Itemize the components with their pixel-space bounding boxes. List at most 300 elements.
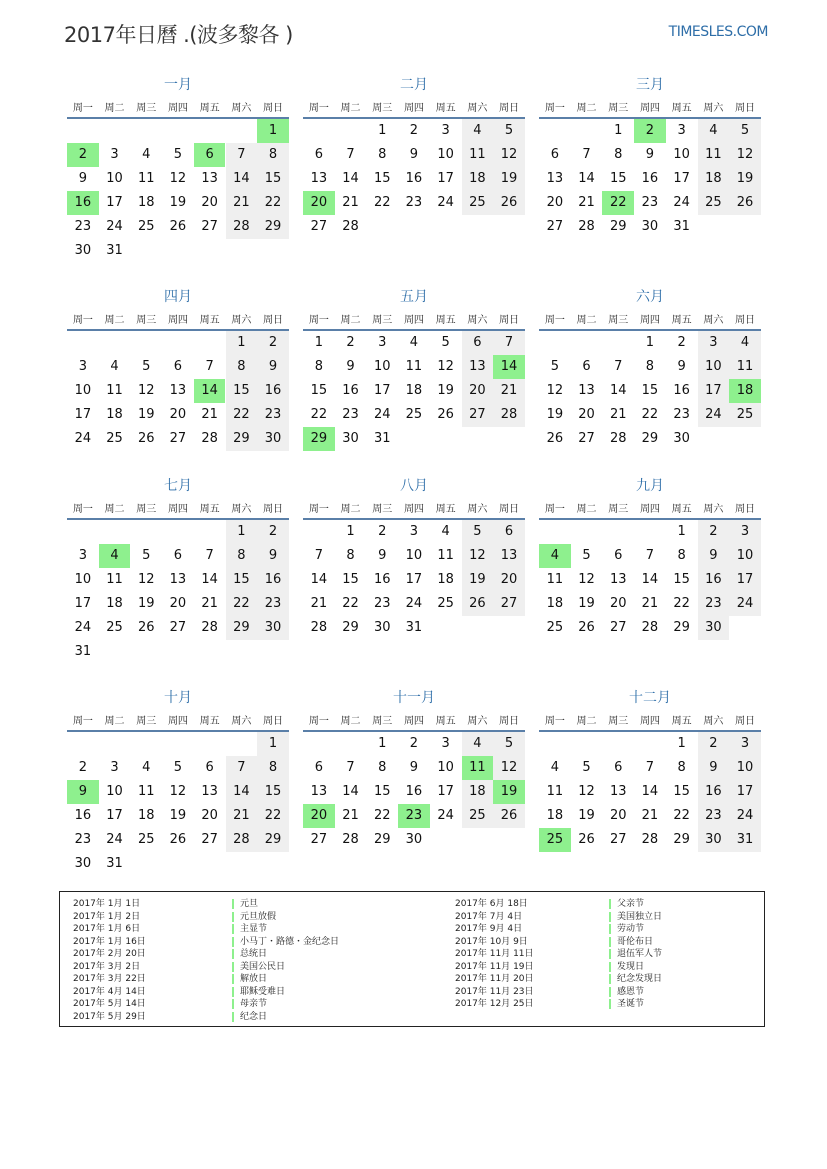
day-cell: 20 <box>462 379 494 403</box>
day-cell: 23 <box>405 195 423 210</box>
legend-date: 2017年 5月 29日 <box>73 1011 146 1022</box>
day-cell: 10 <box>74 383 92 398</box>
day-cell: 18 <box>106 596 123 611</box>
month-name: 一月 <box>164 77 192 93</box>
day-cell: 18 <box>546 808 564 823</box>
weekday-label: 周三 <box>136 315 157 326</box>
day-cell: 5 <box>550 359 559 374</box>
day-cell: 5 <box>493 732 525 756</box>
site-link[interactable]: TIMESLES.COM <box>668 24 768 40</box>
day-cell: 4 <box>462 732 494 756</box>
day-cell: 25 <box>106 431 123 446</box>
legend-date: 2017年 6月 18日 <box>455 899 528 909</box>
day-cell: 11 <box>546 784 564 799</box>
legend-holiday-name: 劳动节 <box>617 924 645 934</box>
day-cell: 3 <box>78 359 87 374</box>
legend-holiday-name: 纪念日 <box>240 1011 268 1022</box>
day-cell: 24 <box>729 592 761 616</box>
weekday-label: 周五 <box>199 103 220 114</box>
legend-holiday-name: 耶稣受难日 <box>240 986 286 997</box>
day-cell: 31 <box>673 219 690 234</box>
day-cell: 13 <box>493 544 525 568</box>
day-cell: 27 <box>310 832 328 847</box>
day-cell: 8 <box>226 355 258 379</box>
day-cell: 28 <box>609 431 627 446</box>
day-cell: 12 <box>493 143 525 167</box>
day-cell: 12 <box>169 171 187 186</box>
day-cell: 21 <box>578 195 595 210</box>
day-cell: 26 <box>169 219 187 234</box>
day-cell: 16 <box>698 568 730 592</box>
day-cell: 22 <box>641 407 659 422</box>
day-cell: 4 <box>462 119 494 143</box>
day-cell: 19 <box>493 167 525 191</box>
day-cell: 1 <box>614 123 623 138</box>
day-cell: 21 <box>201 407 218 422</box>
day-cell: 15 <box>373 171 391 186</box>
day-cell: 14 <box>578 171 595 186</box>
weekday-label: 周五 <box>199 315 220 326</box>
day-cell: 7 <box>205 548 214 563</box>
day-cell: 29 <box>342 620 359 635</box>
weekday-label: 周五 <box>199 716 220 727</box>
day-cell: 17 <box>405 572 423 587</box>
day-cell: 21 <box>493 379 525 403</box>
day-cell: 12 <box>137 383 155 398</box>
month-block <box>303 475 525 675</box>
day-cell: 29 <box>257 215 289 239</box>
day-cell: 2 <box>409 736 419 751</box>
day-cell: 30 <box>74 243 92 258</box>
month-name: 十月 <box>164 690 192 706</box>
day-cell: 25 <box>546 620 564 635</box>
legend-marker <box>232 912 234 922</box>
day-cell: 9 <box>409 760 419 775</box>
weekday-label: 周五 <box>671 504 692 515</box>
day-cell: 24 <box>673 195 690 210</box>
day-cell: 13 <box>462 355 494 379</box>
weekday-label: 周日 <box>499 716 520 727</box>
day-cell: 28 <box>226 215 258 239</box>
day-cell: 5 <box>729 119 761 143</box>
day-cell: 3 <box>441 736 450 751</box>
weekday-label: 周一 <box>308 504 329 515</box>
day-cell: 31 <box>106 243 123 258</box>
weekday-label: 周四 <box>403 315 424 326</box>
day-cell: 16 <box>257 379 289 403</box>
day-cell: 18 <box>137 195 155 210</box>
day-cell: 12 <box>493 756 525 780</box>
day-cell: 20 <box>578 407 595 422</box>
day-cell: 30 <box>698 616 730 640</box>
day-cell: 2 <box>677 335 686 350</box>
legend-holiday-name: 哥伦布日 <box>617 936 654 947</box>
day-cell: 23 <box>74 219 92 234</box>
day-cell: 13 <box>169 383 187 398</box>
day-cell: 10 <box>437 760 454 775</box>
day-cell: 12 <box>462 544 494 568</box>
day-cell: 10 <box>729 544 761 568</box>
day-cell: 23 <box>257 592 289 616</box>
month-name: 五月 <box>400 289 428 305</box>
legend-marker <box>232 987 234 997</box>
legend-date: 2017年 9月 4日 <box>455 924 523 934</box>
weekday-label: 周六 <box>703 504 724 515</box>
day-cell: 26 <box>729 191 761 215</box>
weekday-label: 周二 <box>340 315 361 326</box>
legend-holiday-name: 纪念发现日 <box>617 974 663 984</box>
day-cell: 31 <box>729 828 761 852</box>
day-cell: 29 <box>226 427 258 451</box>
day-cell: 27 <box>169 620 187 635</box>
weekday-label: 周一 <box>308 103 329 114</box>
day-cell: 24 <box>437 808 454 823</box>
day-cell: 29 <box>673 832 690 847</box>
weekday-label: 周一 <box>544 103 565 114</box>
day-cell: 27 <box>169 431 187 446</box>
legend-date: 2017年 1月 1日 <box>73 899 141 909</box>
holiday-day-cell: 2 <box>634 119 666 143</box>
day-cell: 7 <box>205 359 214 374</box>
day-cell: 4 <box>550 760 559 775</box>
day-cell: 1 <box>378 736 387 751</box>
day-cell: 21 <box>226 804 258 828</box>
day-cell: 22 <box>226 592 258 616</box>
holiday-day-cell: 20 <box>303 804 335 828</box>
day-cell: 4 <box>142 760 151 775</box>
legend-holiday-name: 圣诞节 <box>617 999 645 1009</box>
legend-marker <box>609 949 611 959</box>
day-cell: 10 <box>698 355 730 379</box>
day-cell: 3 <box>378 335 387 350</box>
day-cell: 21 <box>310 596 328 611</box>
day-cell: 9 <box>645 147 655 162</box>
day-cell: 11 <box>729 355 761 379</box>
weekday-label: 周六 <box>231 504 252 515</box>
day-cell: 11 <box>698 143 730 167</box>
legend-marker <box>609 912 611 922</box>
day-cell: 16 <box>257 568 289 592</box>
day-cell: 10 <box>729 756 761 780</box>
day-cell: 9 <box>257 544 289 568</box>
weekday-label: 周二 <box>104 103 125 114</box>
day-cell: 13 <box>609 784 627 799</box>
day-cell: 18 <box>462 780 494 804</box>
day-cell: 7 <box>493 331 525 355</box>
day-cell: 1 <box>314 335 323 350</box>
legend-marker <box>232 949 234 959</box>
day-cell: 2 <box>257 331 289 355</box>
weekday-label: 周六 <box>703 103 724 114</box>
day-cell: 16 <box>405 784 423 799</box>
weekday-label: 周二 <box>576 103 597 114</box>
day-cell: 23 <box>257 403 289 427</box>
month-block <box>539 475 761 675</box>
legend-marker <box>232 1012 234 1022</box>
month-block <box>539 74 761 274</box>
day-cell: 24 <box>74 620 92 635</box>
day-cell: 24 <box>106 219 123 234</box>
day-cell: 17 <box>74 596 92 611</box>
weekday-label: 周六 <box>231 103 252 114</box>
day-cell: 12 <box>578 572 595 587</box>
month-name: 九月 <box>636 478 664 494</box>
month-block <box>303 74 525 274</box>
day-cell: 19 <box>137 407 155 422</box>
day-cell: 16 <box>342 383 359 398</box>
day-cell: 18 <box>462 167 494 191</box>
day-cell: 6 <box>493 520 525 544</box>
day-cell: 6 <box>173 359 183 374</box>
month-name: 三月 <box>636 77 664 93</box>
holiday-day-cell: 19 <box>493 780 525 804</box>
day-cell: 22 <box>673 808 690 823</box>
day-cell: 30 <box>74 856 92 871</box>
day-cell: 2 <box>698 732 730 756</box>
legend-holiday-name: 美国独立日 <box>617 911 663 922</box>
day-cell: 8 <box>314 359 323 374</box>
day-cell: 29 <box>673 620 690 635</box>
weekday-label: 周一 <box>308 716 329 727</box>
day-cell: 12 <box>578 784 595 799</box>
day-cell: 26 <box>462 592 494 616</box>
day-cell: 5 <box>173 760 183 775</box>
weekday-label: 周二 <box>576 716 597 727</box>
weekday-label: 周二 <box>576 504 597 515</box>
day-cell: 8 <box>677 548 686 563</box>
legend-holiday-name: 父亲节 <box>617 899 645 909</box>
holiday-day-cell: 18 <box>729 379 761 403</box>
day-cell: 18 <box>137 808 155 823</box>
day-cell: 4 <box>409 335 419 350</box>
day-cell: 7 <box>226 756 258 780</box>
weekday-label: 周日 <box>735 716 756 727</box>
legend-date: 2017年 5月 14日 <box>73 999 146 1009</box>
weekday-label: 周三 <box>608 504 629 515</box>
day-cell: 30 <box>405 832 423 847</box>
weekday-label: 周一 <box>72 103 93 114</box>
holiday-day-cell: 1 <box>257 119 289 143</box>
day-cell: 20 <box>201 808 218 823</box>
weekday-label: 周四 <box>639 716 660 727</box>
day-cell: 21 <box>342 195 359 210</box>
day-cell: 5 <box>441 335 450 350</box>
day-cell: 27 <box>578 431 595 446</box>
day-cell: 30 <box>257 616 289 640</box>
day-cell: 3 <box>729 732 761 756</box>
month-name: 八月 <box>400 478 428 494</box>
day-cell: 18 <box>546 596 564 611</box>
day-cell: 5 <box>582 548 591 563</box>
weekday-label: 周六 <box>467 315 488 326</box>
day-cell: 25 <box>137 832 155 847</box>
day-cell: 24 <box>437 195 454 210</box>
weekday-label: 周一 <box>72 504 93 515</box>
day-cell: 26 <box>578 620 595 635</box>
legend-date: 2017年 3月 22日 <box>73 974 146 984</box>
day-cell: 19 <box>137 596 155 611</box>
day-cell: 27 <box>462 403 494 427</box>
legend-holiday-name: 元旦 <box>240 899 259 909</box>
legend-holiday-name: 总统日 <box>240 949 268 959</box>
day-cell: 1 <box>677 736 686 751</box>
day-cell: 15 <box>609 171 627 186</box>
weekday-label: 周日 <box>735 504 756 515</box>
weekday-label: 周一 <box>72 315 93 326</box>
weekday-label: 周一 <box>544 315 565 326</box>
day-cell: 9 <box>257 355 289 379</box>
holiday-day-cell: 11 <box>462 756 494 780</box>
weekday-label: 周二 <box>340 504 361 515</box>
day-cell: 3 <box>409 524 419 539</box>
day-cell: 31 <box>373 431 391 446</box>
day-cell: 17 <box>106 808 123 823</box>
weekday-label: 周四 <box>639 315 660 326</box>
day-cell: 15 <box>226 568 258 592</box>
day-cell: 15 <box>373 784 391 799</box>
weekday-label: 周五 <box>671 716 692 727</box>
legend-date: 2017年 7月 4日 <box>455 911 523 922</box>
legend-date: 2017年 1月 16日 <box>73 936 146 947</box>
weekday-label: 周三 <box>608 103 629 114</box>
month-name: 二月 <box>400 77 428 93</box>
legend-holiday-name: 感恩节 <box>617 986 645 997</box>
day-cell: 7 <box>346 147 355 162</box>
day-cell: 12 <box>729 143 761 167</box>
day-cell: 3 <box>110 147 119 162</box>
day-cell: 23 <box>373 596 391 611</box>
weekday-label: 周四 <box>167 716 188 727</box>
day-cell: 8 <box>645 359 655 374</box>
day-cell: 4 <box>698 119 730 143</box>
legend-date: 2017年 12月 25日 <box>455 999 534 1009</box>
day-cell: 30 <box>342 431 359 446</box>
day-cell: 11 <box>106 572 123 587</box>
day-cell: 14 <box>641 572 659 587</box>
day-cell: 16 <box>698 780 730 804</box>
day-cell: 25 <box>137 219 155 234</box>
day-cell: 13 <box>201 784 218 799</box>
legend-date: 2017年 1月 6日 <box>73 924 141 934</box>
weekday-label: 周一 <box>544 504 565 515</box>
month-block <box>303 286 525 486</box>
day-cell: 11 <box>106 383 123 398</box>
day-cell: 1 <box>378 123 387 138</box>
day-cell: 26 <box>546 431 564 446</box>
day-cell: 15 <box>641 383 659 398</box>
day-cell: 13 <box>546 171 564 186</box>
day-cell: 12 <box>169 784 187 799</box>
weekday-label: 周三 <box>372 103 393 114</box>
legend-date: 2017年 1月 2日 <box>73 911 141 922</box>
day-cell: 18 <box>698 167 730 191</box>
weekday-label: 周三 <box>608 716 629 727</box>
day-cell: 11 <box>137 171 155 186</box>
day-cell: 24 <box>106 832 123 847</box>
legend-holiday-name: 母亲节 <box>240 999 268 1009</box>
day-cell: 16 <box>373 572 391 587</box>
day-cell: 10 <box>106 784 123 799</box>
holiday-day-cell: 16 <box>67 191 99 215</box>
weekday-label: 周五 <box>199 504 220 515</box>
day-cell: 26 <box>137 620 155 635</box>
day-cell: 19 <box>578 596 595 611</box>
day-cell: 26 <box>493 191 525 215</box>
weekday-label: 周四 <box>167 103 188 114</box>
day-cell: 10 <box>437 147 454 162</box>
legend-holiday-name: 主显节 <box>240 924 268 934</box>
weekday-label: 周日 <box>499 315 520 326</box>
legend-date: 2017年 3月 2日 <box>73 961 141 972</box>
day-cell: 20 <box>493 568 525 592</box>
day-cell: 27 <box>546 219 564 234</box>
day-cell: 7 <box>645 548 655 563</box>
day-cell: 20 <box>169 596 187 611</box>
weekday-label: 周日 <box>263 103 284 114</box>
day-cell: 25 <box>437 596 454 611</box>
weekday-label: 周三 <box>136 103 157 114</box>
day-cell: 1 <box>257 732 289 756</box>
day-cell: 29 <box>609 219 627 234</box>
day-cell: 3 <box>110 760 119 775</box>
day-cell: 25 <box>462 804 494 828</box>
legend-marker <box>609 962 611 972</box>
weekday-label: 周二 <box>576 315 597 326</box>
day-cell: 8 <box>346 548 355 563</box>
day-cell: 25 <box>462 191 494 215</box>
weekday-label: 周日 <box>735 103 756 114</box>
holiday-day-cell: 29 <box>303 427 335 451</box>
day-cell: 23 <box>698 804 730 828</box>
weekday-label: 周三 <box>372 716 393 727</box>
day-cell: 1 <box>346 524 355 539</box>
day-cell: 7 <box>645 760 655 775</box>
day-cell: 13 <box>169 572 187 587</box>
day-cell: 30 <box>673 431 690 446</box>
month-name: 七月 <box>164 478 192 494</box>
day-cell: 15 <box>226 379 258 403</box>
weekday-label: 周三 <box>372 315 393 326</box>
day-cell: 25 <box>698 191 730 215</box>
day-cell: 14 <box>310 572 328 587</box>
weekday-label: 周日 <box>499 504 520 515</box>
day-cell: 23 <box>74 832 92 847</box>
weekday-label: 周日 <box>263 315 284 326</box>
day-cell: 11 <box>137 784 155 799</box>
month-block <box>67 687 289 887</box>
day-cell: 31 <box>106 856 123 871</box>
day-cell: 11 <box>405 359 423 374</box>
day-cell: 14 <box>226 780 258 804</box>
day-cell: 24 <box>405 596 423 611</box>
day-cell: 18 <box>437 572 454 587</box>
day-cell: 5 <box>142 359 151 374</box>
day-cell: 1 <box>645 335 655 350</box>
day-cell: 30 <box>257 427 289 451</box>
day-cell: 7 <box>226 143 258 167</box>
day-cell: 22 <box>373 195 391 210</box>
day-cell: 23 <box>342 407 359 422</box>
weekday-label: 周六 <box>467 504 488 515</box>
day-cell: 29 <box>257 828 289 852</box>
day-cell: 3 <box>729 520 761 544</box>
day-cell: 23 <box>641 195 659 210</box>
day-cell: 28 <box>578 219 595 234</box>
day-cell: 5 <box>462 520 494 544</box>
day-cell: 28 <box>342 832 359 847</box>
day-cell: 17 <box>729 780 761 804</box>
holiday-day-cell: 2 <box>67 143 99 167</box>
